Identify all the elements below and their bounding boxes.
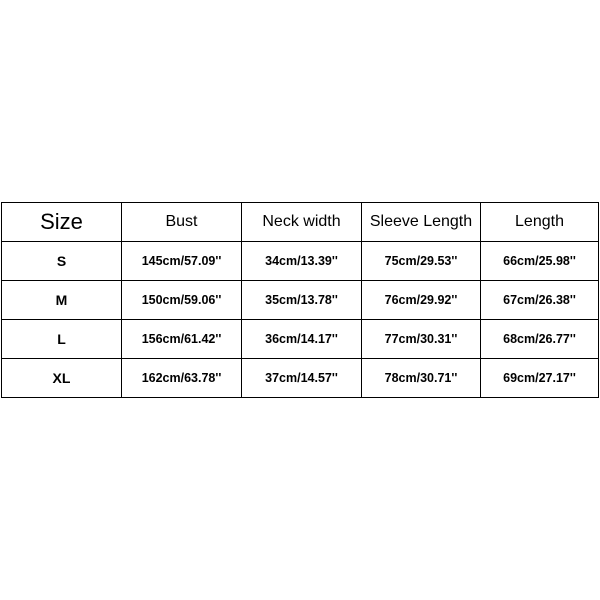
sleeve-length-cell: 77cm/30.31'' (362, 320, 481, 359)
table-row (2, 242, 599, 281)
bust-cell: 156cm/61.42'' (122, 320, 242, 359)
table-row (2, 281, 599, 320)
length-cell: 66cm/25.98'' (481, 242, 599, 281)
neck-width-cell: 35cm/13.78'' (242, 281, 362, 320)
header-length: Length (481, 203, 599, 242)
size-cell: M (2, 281, 122, 320)
size-cell: L (2, 320, 122, 359)
bust-cell: 162cm/63.78'' (122, 359, 242, 398)
sleeve-length-cell: 78cm/30.71'' (362, 359, 481, 398)
size-cell: S (2, 242, 122, 281)
header-sleeve-length: Sleeve Length (362, 203, 481, 242)
sleeve-length-cell: 75cm/29.53'' (362, 242, 481, 281)
header-bust: Bust (122, 203, 242, 242)
length-cell: 68cm/26.77'' (481, 320, 599, 359)
sleeve-length-cell: 76cm/29.92'' (362, 281, 481, 320)
table-header-row (2, 203, 599, 242)
neck-width-cell: 36cm/14.17'' (242, 320, 362, 359)
header-size: Size (2, 203, 122, 242)
bust-cell: 145cm/57.09'' (122, 242, 242, 281)
length-cell: 69cm/27.17'' (481, 359, 599, 398)
table-row (2, 359, 599, 398)
neck-width-cell: 37cm/14.57'' (242, 359, 362, 398)
length-cell: 67cm/26.38'' (481, 281, 599, 320)
size-cell: XL (2, 359, 122, 398)
bust-cell: 150cm/59.06'' (122, 281, 242, 320)
size-chart-table (1, 202, 599, 398)
neck-width-cell: 34cm/13.39'' (242, 242, 362, 281)
table-row (2, 320, 599, 359)
header-neck-width: Neck width (242, 203, 362, 242)
